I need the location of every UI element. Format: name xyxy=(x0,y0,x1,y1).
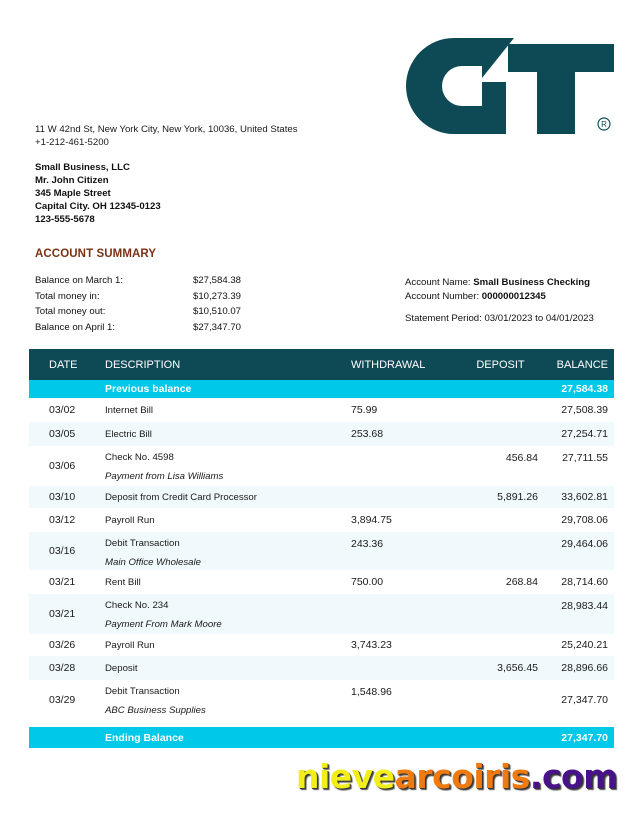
row-date: 03/05 xyxy=(49,428,76,440)
customer-street: 345 Maple Street xyxy=(35,188,111,199)
header-deposit: DEPOSIT xyxy=(476,358,525,371)
customer-block xyxy=(35,161,161,226)
row-date: 03/02 xyxy=(49,404,76,416)
row-withdrawal xyxy=(345,656,457,680)
row-withdrawal: 75.99 xyxy=(351,404,378,416)
account-number-label: Account Number: xyxy=(405,291,480,302)
table-row xyxy=(29,532,614,570)
row-balance: 27,254.71 xyxy=(561,428,608,440)
row-description: Deposit from Credit Card Processor xyxy=(105,491,257,503)
table-row xyxy=(29,422,614,446)
customer-city: Capital City. OH 12345-0123 xyxy=(35,201,161,212)
watermark-part-3: .com xyxy=(529,757,618,796)
row-balance: 27,347.70 xyxy=(561,694,608,706)
row-withdrawal xyxy=(345,446,457,486)
row-withdrawal: 1,548.96 xyxy=(351,686,392,698)
bank-address: 11 W 42nd St, New York City, New York, 10036, United States xyxy=(35,124,298,135)
row-description: Debit Transaction xyxy=(105,686,180,697)
summary-row xyxy=(35,273,241,289)
row-description-cell xyxy=(99,680,345,720)
row-balance: 28,896.66 xyxy=(561,662,608,674)
table-row xyxy=(29,486,614,508)
row-date: 03/26 xyxy=(49,639,76,651)
row-description-cell xyxy=(99,532,345,570)
row-withdrawal: 243.36 xyxy=(351,538,384,550)
row-balance: 27,508.39 xyxy=(561,404,608,416)
table-row xyxy=(29,446,614,486)
row-description-cell xyxy=(99,594,345,634)
bank-phone: +1-212-461-5200 xyxy=(35,137,109,148)
row-sub-description: Main Office Wholesale xyxy=(105,557,201,568)
row-deposit: 268.84 xyxy=(505,576,538,588)
row-withdrawal xyxy=(345,486,457,508)
summary-row xyxy=(35,320,241,336)
row-date: 03/28 xyxy=(49,662,76,674)
row-description: Rent Bill xyxy=(105,576,141,588)
row-withdrawal: 3,743.23 xyxy=(351,639,392,651)
summary-row xyxy=(35,304,241,320)
statement-period-label: Statement Period: xyxy=(405,313,482,324)
row-deposit: 3,656.45 xyxy=(497,662,538,674)
account-summary-title: ACCOUNT SUMMARY xyxy=(35,248,157,260)
summary-value: $10,510.07 xyxy=(193,306,242,317)
row-description: Payroll Run xyxy=(105,514,155,526)
header-date: DATE xyxy=(49,358,78,371)
ending-balance-band xyxy=(29,727,614,748)
transactions-table xyxy=(29,349,614,720)
summary-value: $10,273.39 xyxy=(193,290,242,302)
row-sub-description: ABC Business Supplies xyxy=(105,705,206,716)
header-balance: BALANCE xyxy=(556,358,608,371)
header-description: DESCRIPTION xyxy=(105,358,181,371)
previous-balance-label: Previous balance xyxy=(105,383,192,395)
table-row xyxy=(29,680,614,720)
row-description-cell xyxy=(99,446,345,486)
cit-logo-icon xyxy=(404,36,618,136)
svg-text:R: R xyxy=(601,120,607,129)
table-header xyxy=(29,349,614,380)
row-deposit: 456.84 xyxy=(505,452,538,464)
row-description: Debit Transaction xyxy=(105,538,180,549)
row-description: Check No. 234 xyxy=(105,600,169,611)
table-row xyxy=(29,398,614,422)
row-sub-description: Payment from Lisa Williams xyxy=(105,471,224,482)
row-date: 03/16 xyxy=(49,545,76,557)
row-deposit xyxy=(457,594,544,634)
summary-value: $27,584.38 xyxy=(193,275,242,286)
row-date: 03/21 xyxy=(49,608,76,620)
table-row xyxy=(29,508,614,532)
table-row xyxy=(29,570,614,594)
ending-balance-value: 27,347.70 xyxy=(561,731,608,744)
row-balance: 28,714.60 xyxy=(561,576,608,588)
account-name-value: Small Business Checking xyxy=(473,277,591,288)
account-summary xyxy=(35,273,241,335)
summary-label: Balance on April 1: xyxy=(35,321,116,333)
row-deposit xyxy=(457,398,544,422)
row-date: 03/29 xyxy=(49,694,76,706)
account-number xyxy=(405,290,594,304)
table-row xyxy=(29,594,614,634)
statement-period xyxy=(405,312,594,326)
summary-value: $27,347.70 xyxy=(193,321,242,333)
header-withdrawal: WITHDRAWAL xyxy=(351,358,426,371)
cit-logo xyxy=(404,36,618,136)
row-balance: 28,983.44 xyxy=(561,600,608,612)
row-balance: 29,708.06 xyxy=(561,514,608,526)
row-balance: 29,464.06 xyxy=(561,538,608,550)
account-info xyxy=(405,276,594,326)
row-deposit xyxy=(457,680,544,720)
watermark-part-2: arcoiris xyxy=(394,757,530,796)
summary-label: Total money out: xyxy=(35,306,106,317)
row-deposit xyxy=(457,508,544,532)
previous-balance-value: 27,584.38 xyxy=(561,383,608,395)
row-balance: 27,711.55 xyxy=(562,452,608,464)
row-date: 03/12 xyxy=(49,514,76,526)
row-deposit xyxy=(457,634,544,656)
summary-label: Balance on March 1: xyxy=(35,275,123,286)
row-sub-description: Payment From Mark Moore xyxy=(105,619,222,630)
row-description: Check No. 4598 xyxy=(105,452,174,463)
row-balance: 25,240.21 xyxy=(561,639,608,651)
summary-label: Total money in: xyxy=(35,290,100,302)
account-number-value: 000000012345 xyxy=(481,291,546,302)
row-description: Electric Bill xyxy=(105,428,152,440)
row-withdrawal: 3,894.75 xyxy=(351,514,392,526)
row-balance: 33,602.81 xyxy=(561,491,608,503)
customer-company: Small Business, LLC xyxy=(35,162,130,173)
table-row xyxy=(29,656,614,680)
row-date: 03/10 xyxy=(49,491,76,503)
row-description: Internet Bill xyxy=(105,404,153,416)
watermark xyxy=(296,757,617,796)
ending-balance-row xyxy=(29,727,614,748)
row-date: 03/21 xyxy=(49,576,76,588)
bank-contact xyxy=(35,123,298,149)
account-name xyxy=(405,276,594,290)
row-date: 03/06 xyxy=(49,460,76,472)
ending-balance-label: Ending Balance xyxy=(105,731,184,744)
customer-name: Mr. John Citizen xyxy=(35,175,109,186)
watermark-part-1: nieve xyxy=(296,757,395,796)
row-withdrawal xyxy=(345,594,457,634)
table-row xyxy=(29,634,614,656)
row-description: Payroll Run xyxy=(105,639,155,651)
row-deposit xyxy=(457,422,544,446)
previous-balance-row xyxy=(29,380,614,398)
row-deposit: 5,891.26 xyxy=(497,491,538,503)
row-withdrawal: 750.00 xyxy=(351,576,384,588)
account-name-label: Account Name: xyxy=(405,277,471,288)
row-description: Deposit xyxy=(105,662,138,674)
statement-period-value: 03/01/2023 to 04/01/2023 xyxy=(484,313,594,324)
row-withdrawal: 253.68 xyxy=(351,428,384,440)
row-deposit xyxy=(457,532,544,570)
summary-row xyxy=(35,289,241,305)
customer-phone: 123-555-5678 xyxy=(35,214,95,225)
